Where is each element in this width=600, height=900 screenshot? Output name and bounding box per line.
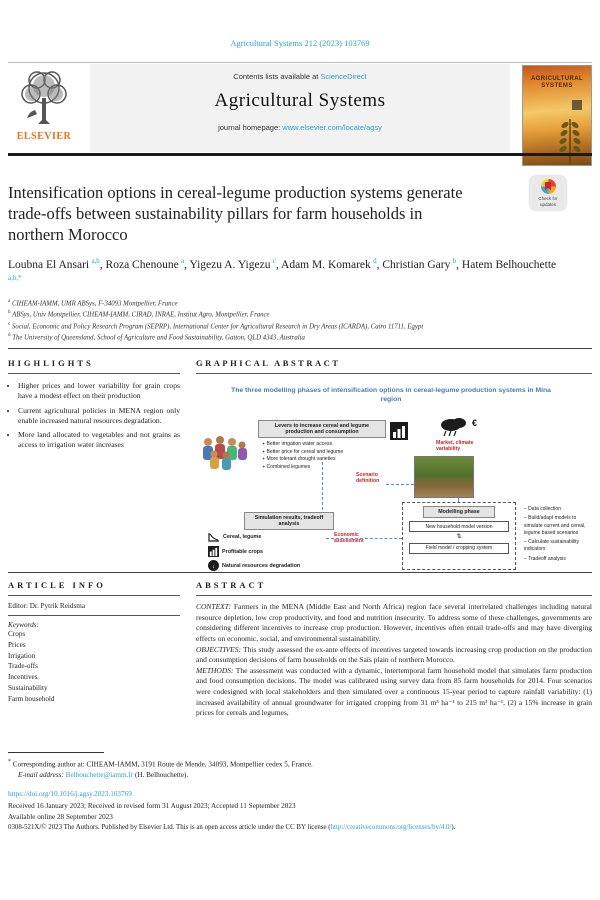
economic-assessment-label: Economic assessment xyxy=(334,532,364,545)
abstract-heading: ABSTRACT xyxy=(196,580,267,590)
email-label: E-mail address: xyxy=(18,771,66,780)
step-item: – Build/adapt models to simulate current and cereal, legume based scenarios xyxy=(524,515,590,537)
affiliation: $^d$ The University of Queensland, School of Agriculture and Food Sustainability, Gatton, QLD 4343, Australia xyxy=(8,333,305,342)
editor-line: Editor: Dr. Pytrik Reidsma xyxy=(8,602,86,610)
connector-line xyxy=(386,484,414,485)
check-for-updates-button[interactable] xyxy=(530,176,566,210)
homepage-line xyxy=(90,123,510,132)
levers-list xyxy=(260,440,386,473)
journal-header-banner xyxy=(8,62,592,155)
journal-citation-link[interactable]: Agricultural Systems 212 (2023) 103769 xyxy=(230,38,370,48)
author-separator: , xyxy=(184,258,187,271)
farmers-group-icon xyxy=(198,432,250,472)
keyword: Crops xyxy=(8,630,26,638)
keyword: Trade-offs xyxy=(8,662,38,671)
author-affil-sup[interactable]: a,b xyxy=(91,257,100,265)
contents-prefix: Contents lists available at xyxy=(233,72,321,81)
abstract-objectives-label: OBJECTIVES: xyxy=(196,644,241,654)
abstract-text xyxy=(196,602,592,719)
field-model-box: Field model / cropping system xyxy=(409,543,509,554)
header-divider xyxy=(8,153,592,156)
market-variability-label: Market, climate variability xyxy=(436,440,474,453)
contents-line xyxy=(90,72,510,81)
author[interactable]: Adam M. Komarek $^d$ xyxy=(281,257,377,271)
abstract-methods-label: METHODS: xyxy=(196,665,234,675)
wheat-icon xyxy=(553,115,587,166)
bar-chart-icon xyxy=(390,422,408,440)
article-info-heading: ARTICLE INFO xyxy=(8,580,106,590)
history-dates xyxy=(8,801,592,823)
highlights-section xyxy=(8,358,180,455)
section-divider xyxy=(8,572,592,573)
affiliation: $^b$ ABSys, Univ Montpellier, CIHEAM-IAMM, CIRAD, INRAE, Institut Agro, Montpellier, France xyxy=(8,310,270,319)
author[interactable]: Roza Chenoune $^a$ xyxy=(105,257,185,271)
graphical-abstract-heading: GRAPHICAL ABSTRACT xyxy=(196,358,341,368)
lever-item: ✦ Better price for cereal and legume xyxy=(262,449,384,457)
step-item: – Calculate sustainability indicators xyxy=(524,539,590,554)
connector-line xyxy=(326,538,402,539)
author-list xyxy=(8,256,568,291)
graphical-abstract-figure xyxy=(196,380,592,576)
keywords-label: Keywords: xyxy=(8,621,39,629)
keywords-divider xyxy=(8,615,180,616)
abstract-methods-text: The assessment was conducted with a dynamic, intertemporal farm household model that simulates farm production and food consumption decisions. The model was calibrated using survey data from 85 farm households for 2014. Four scenarios were codesigned with local stakeholders and then simulated over a continuous 15-year period to capture rainfall variability: (1) increased availability of annual groundwater for irrigated cropping from 31 m³ ha⁻¹ to 215 m³ ha⁻¹, (2) a 15% increase in grain prices for cereals and legumes, xyxy=(196,665,592,718)
field-photo xyxy=(414,456,474,498)
ga-title: The three modelling phases of intensification options in cereal-legume production systems in Mina region xyxy=(231,387,551,404)
lever-item: ✦ Combined legumes xyxy=(262,464,384,472)
check-updates-label: Check for updates xyxy=(538,196,558,207)
author[interactable]: Loubna El Ansari $^{a,b}$ xyxy=(8,257,100,271)
highlight-item: • Current agricultural policies in MENA region only enable increased natural resources degradation. xyxy=(18,406,180,427)
highlight-item: • Higher prices and lower variability for grain crops have a modest effect on their production xyxy=(18,381,180,402)
author[interactable]: Yigezu A. Yigezu $^c$ xyxy=(189,257,276,271)
article-info-rule xyxy=(8,595,180,596)
abstract-objectives-text: This study assessed the ex-ante effects of incentives targeted towards increasing crop production on the production and consumption decisions of farm households on the Saïs plain of northern Morocco. xyxy=(196,644,592,665)
svg-text:↓: ↓ xyxy=(212,563,215,570)
copyright-text: 0308-521X/© 2023 The Authors. Published by Elsevier Ltd. This is an open access article under the CC BY license ( xyxy=(8,824,331,831)
copyright-suffix: ). xyxy=(451,824,456,831)
levers-box-title: Levers to increase cereal and legume production and consumption xyxy=(258,420,386,438)
cc-by-license-link[interactable]: http://creativecommons.org/licenses/by/4.0/ xyxy=(330,824,452,831)
connector-line xyxy=(322,462,323,510)
highlights-heading: HIGHLIGHTS xyxy=(8,358,94,368)
keyword: Incentives xyxy=(8,673,38,682)
keyword: Farm household xyxy=(8,694,55,703)
section-divider xyxy=(8,348,592,349)
affiliation: $^a$ CIHEAM-IAMM, UMR ABSys, F-34093 Montpellier, France xyxy=(8,299,178,308)
lever-item: ✦ More tolerant drought varieties xyxy=(262,456,384,464)
output-cereal-legume: Cereal, legume xyxy=(208,532,261,542)
lever-item: ✦ Better irrigation water access xyxy=(262,441,384,449)
author-affil-sup[interactable]: a xyxy=(181,257,185,265)
check-updates-icon xyxy=(541,179,556,194)
author-affil-sup[interactable]: d xyxy=(373,257,377,265)
highlight-item: • More land allocated to vegetables and not grains as access to irrigation water increases xyxy=(18,430,180,451)
scenario-definition-label: Scenario definition xyxy=(356,472,380,485)
available-line: Available online 28 September 2023 xyxy=(8,812,113,821)
email-suffix: (H. Belhouchette). xyxy=(133,771,189,780)
correspondence-text: Corresponding author at: CIHEAM-IAMM, 3191 Route de Mende, 34093, Montpellier cedex 5, France. xyxy=(11,760,313,769)
bars-icon xyxy=(208,546,219,557)
author-separator: , xyxy=(275,258,279,271)
author-separator: , xyxy=(376,258,380,271)
doi-link[interactable]: https://doi.org/10.1016/j.agsy.2023.103769 xyxy=(8,790,132,798)
output-natural-resources: ↓ Natural resources degradation xyxy=(208,560,300,571)
abstract-rule xyxy=(196,595,592,596)
footnote-divider xyxy=(8,752,104,753)
euro-icon: € xyxy=(472,418,478,428)
author[interactable]: Christian Gary $^b$ xyxy=(382,257,457,271)
journal-name: Agricultural Systems xyxy=(214,90,386,111)
copyright-line xyxy=(8,824,600,831)
abstract-section xyxy=(196,580,592,719)
exchange-arrows-icon: ⇅ xyxy=(456,534,462,540)
step-item: – Tradeoff analysis xyxy=(524,556,590,563)
author[interactable]: Hatem Belhouchette $^{a,b,*}$ xyxy=(8,258,557,283)
affiliation: $^c$ Social, Economic and Policy Research Program (SEPRP), International Center for Agricultural Research in Dry Areas (ICARDA), Cairo 11711, Egypt xyxy=(8,321,424,331)
author-separator: , xyxy=(456,258,460,271)
cover-box-decoration xyxy=(572,100,582,110)
homepage-link[interactable]: www.elsevier.com/locate/agsy xyxy=(282,123,382,132)
elsevier-logo xyxy=(8,68,80,150)
climate-cloud-icon xyxy=(438,416,472,438)
article-info-section xyxy=(8,580,180,705)
cover-title: AGRICULTURAL SYSTEMS xyxy=(530,76,583,90)
abstract-context-label: CONTEXT: xyxy=(196,602,232,611)
affiliation-list xyxy=(8,298,583,344)
graphical-abstract-rule xyxy=(196,373,592,374)
received-line: Received 16 January 2023; Received in revised form 31 August 2023; Accepted 11 September 2023 xyxy=(8,802,296,810)
journal-cover-thumbnail[interactable] xyxy=(522,65,592,166)
keywords-list xyxy=(8,629,180,705)
elsevier-tree-icon xyxy=(15,68,73,130)
sciencedirect-link[interactable]: ScienceDirect xyxy=(320,72,367,81)
modelling-steps-list xyxy=(524,506,590,565)
author-affil-sup[interactable]: c xyxy=(272,257,276,265)
household-model-box: New household model version xyxy=(409,521,509,532)
author-separator: , xyxy=(99,258,103,271)
abstract-context-text: Farmers in the MENA (Middle East and North Africa) region face several interrelated challenges including natural resource depletion, low crop productivity, and food and nutrition insecurity. To address some of these challenges, governments are considering different incentives to increase crop production. However, incentives often entail trade-offs and may have diverging effects on economic, social, and environmental sustainability. xyxy=(196,602,592,643)
step-item: – Data collection xyxy=(524,506,590,513)
output-profitable-crops: Profitable crops xyxy=(208,546,263,557)
modelling-phase-label: Modelling phase xyxy=(423,506,495,518)
article-title: Intensification options in cereal-legume production systems generate trade-offs between sustainability pillars for farm households in northern Morocco xyxy=(8,183,463,245)
modelling-phase-box xyxy=(402,502,516,570)
keyword: Sustainability xyxy=(8,683,48,692)
email-link[interactable]: Belhouchette@iamm.fr xyxy=(65,771,134,780)
author-affil-sup[interactable]: a,b,* xyxy=(8,274,22,283)
graphical-abstract-section xyxy=(196,358,592,576)
author-affil-sup[interactable]: b xyxy=(452,257,457,265)
decline-chart-icon xyxy=(208,532,220,542)
keyword: Irrigation xyxy=(8,651,36,660)
connector-line xyxy=(458,496,459,502)
elsevier-wordmark: ELSEVIER xyxy=(16,131,72,142)
correspondence-note xyxy=(8,758,592,781)
highlights-rule xyxy=(8,373,180,374)
highlights-list xyxy=(18,381,180,451)
correspondence-marker: * xyxy=(8,759,11,765)
degradation-icon xyxy=(208,560,219,571)
homepage-prefix: journal homepage: xyxy=(218,123,283,132)
keyword: Prices xyxy=(8,640,26,649)
simulation-results-box: Simulation results, tradeoff analysis xyxy=(244,512,334,530)
banner-panel xyxy=(90,64,510,152)
